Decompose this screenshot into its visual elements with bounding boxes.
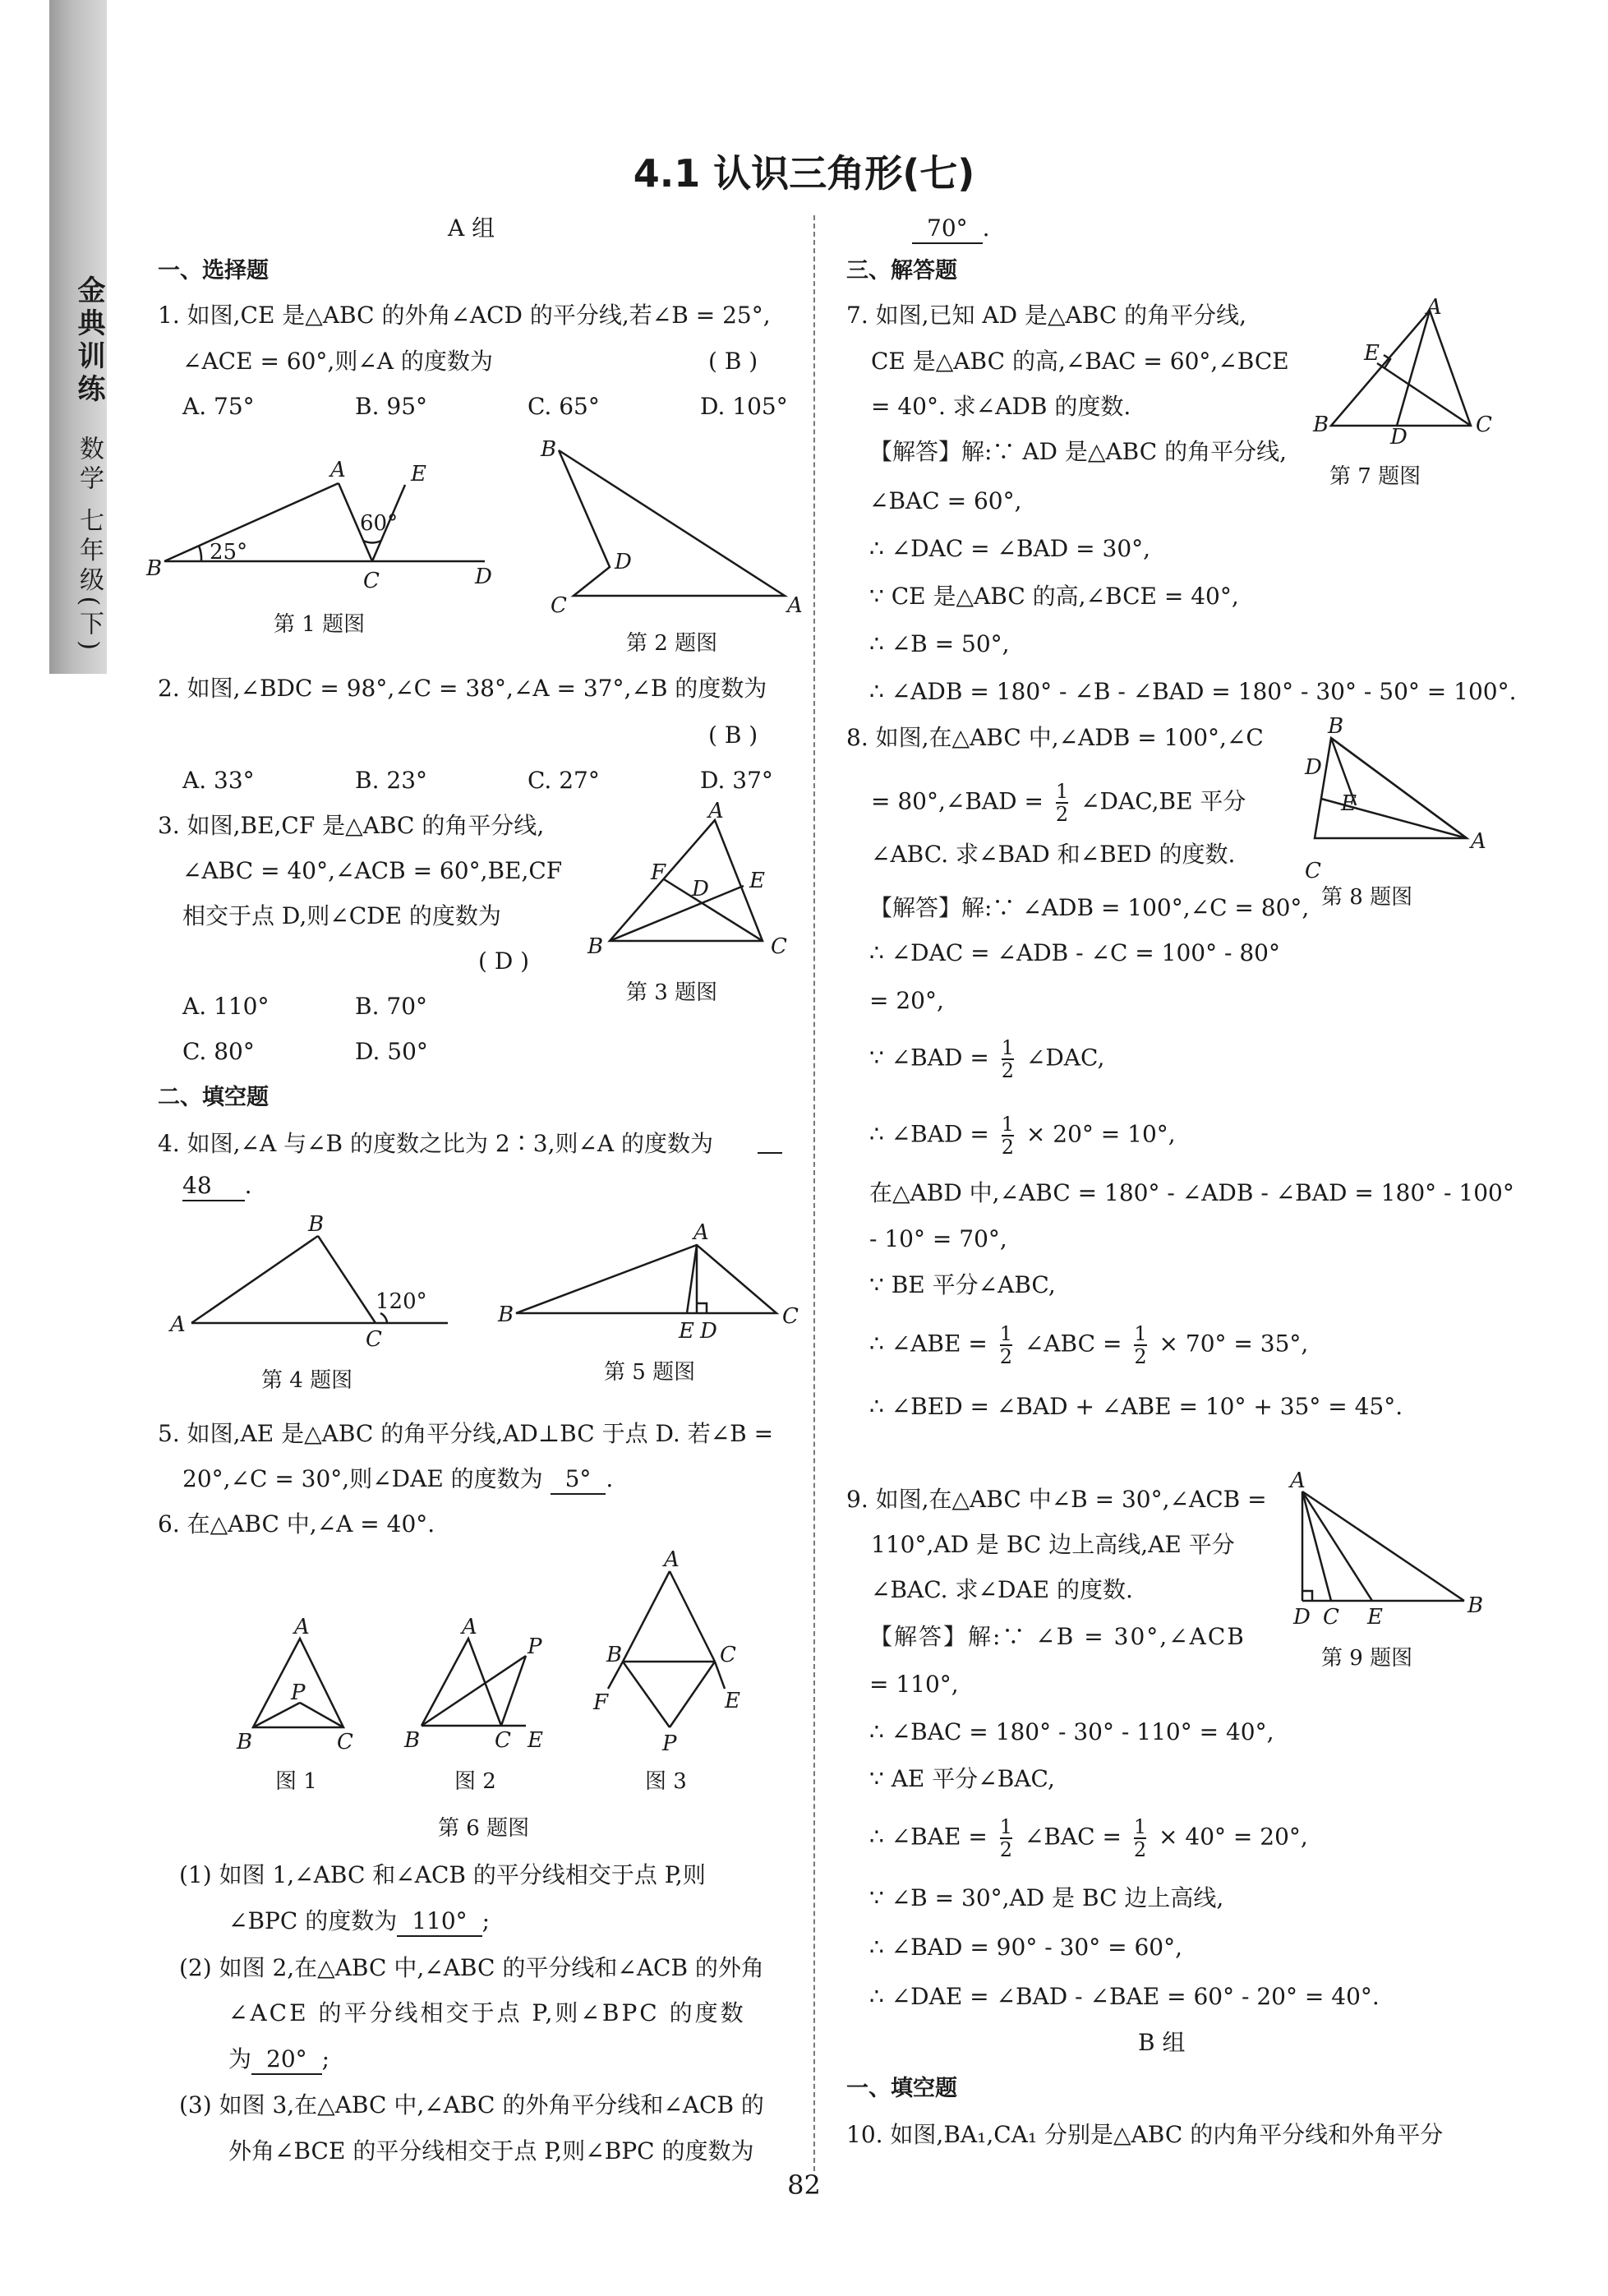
fig6-1-label-c: C <box>337 1730 353 1754</box>
fig1-label-a: A <box>330 458 346 482</box>
fig7-label-a: A <box>1426 295 1442 320</box>
q8-step4-a: ∵ ∠BAD = <box>869 1044 989 1072</box>
fig9-label-d: D <box>1293 1605 1311 1630</box>
q4-line1: 4. 如图,∠A 与∠B 的度数之比为 2∶3,则∠A 的度数为 <box>158 1130 714 1157</box>
figure-2 <box>534 427 813 633</box>
q8-step7: - 10° = 70°, <box>869 1225 1007 1252</box>
fig9-label-c: C <box>1323 1605 1339 1630</box>
section-choice: 一、选择题 <box>158 258 269 284</box>
fig7-label-d: D <box>1390 425 1408 450</box>
q8-step10: ∴ ∠BED = ∠BAD + ∠ABE = 10° + 35° = 45°. <box>869 1393 1403 1420</box>
figure-5 <box>493 1216 805 1356</box>
fig6-3-label-b: B <box>606 1643 623 1667</box>
q7-line2: CE 是△ABC 的高,∠BAC = 60°,∠BCE <box>871 348 1289 375</box>
fig4-angle-120: 120° <box>376 1289 427 1314</box>
fig3-bisector-cf <box>664 879 763 941</box>
q2-line1: 2. 如图,∠BDC = 98°,∠C = 38°,∠A = 37°,∠B 的度数为 <box>158 675 767 702</box>
figure-9 <box>1282 1468 1495 1630</box>
q6-1-semicolon: ; <box>481 1907 491 1934</box>
fig9-caption: 第 9 题图 <box>1321 1646 1413 1671</box>
fig7-label-c: C <box>1476 413 1492 437</box>
fig8-label-b: B <box>1328 714 1344 739</box>
q1-option-d: D. 105° <box>700 393 788 420</box>
q9-step7: ∴ ∠BAD = 90° - 30° = 60°, <box>869 1934 1182 1961</box>
q9-step2: = 110°, <box>869 1671 959 1698</box>
q5-line1: 5. 如图,AE 是△ABC 的角平分线,AD⊥BC 于点 D. 若∠B = <box>158 1420 774 1447</box>
q8-step5-a: ∴ ∠BAD = <box>869 1120 989 1148</box>
q4-answer: 48 <box>182 1172 245 1201</box>
q9-line2: 110°,AD 是 BC 边上高线,AE 平分 <box>871 1531 1235 1558</box>
fig1-angle-60: 60° <box>360 511 399 536</box>
fig3-label-c: C <box>771 934 787 959</box>
fig2-shape <box>559 450 785 596</box>
fig4-side-bc <box>318 1236 376 1323</box>
fig3-label-d: D <box>692 877 709 901</box>
fig1-label-e: E <box>411 462 426 486</box>
fig4-caption: 第 4 题图 <box>261 1368 353 1393</box>
fig8-label-d: D <box>1305 755 1322 780</box>
fig6-3-label-p: P <box>662 1731 677 1756</box>
q6-3-period: . <box>982 214 990 242</box>
q6-1-answer: 110° <box>397 1907 481 1937</box>
fig6-3-label-a: A <box>664 1547 680 1572</box>
fig3-label-a: A <box>708 799 724 823</box>
fig8-line-ba <box>1331 738 1467 838</box>
fig2-label-a: A <box>787 593 803 618</box>
fig6-1-label-p: P <box>291 1681 306 1705</box>
fig9-bisector-ae <box>1302 1491 1372 1601</box>
fig1-caption: 第 1 题图 <box>274 612 366 637</box>
q7-line3: = 40°. 求∠ADB 的度数. <box>871 393 1131 420</box>
fig3-triangle <box>610 820 763 941</box>
q1-option-b: B. 95° <box>355 393 428 420</box>
fig7-bisector-ad <box>1397 311 1430 426</box>
q6-3-answer: 70° <box>912 214 983 244</box>
q7-step1: 【解答】解:∵ AD 是△ABC 的角平分线, <box>869 438 1287 465</box>
fig6-3-bisector-b <box>623 1662 670 1727</box>
q7-line1: 7. 如图,已知 AD 是△ABC 的角平分线, <box>846 302 1247 329</box>
fig8-label-e: E <box>1341 791 1357 816</box>
fig1-angle-ace-arc <box>363 541 381 542</box>
fig6-2-label-b: B <box>404 1728 421 1753</box>
fig6-1-label-a: A <box>294 1615 310 1639</box>
q7-step4: ∵ CE 是△ABC 的高,∠BCE = 40°, <box>869 583 1239 610</box>
fig9-label-e: E <box>1367 1605 1383 1630</box>
section-fill: 二、填空题 <box>158 1085 269 1110</box>
figure-1 <box>140 444 501 600</box>
q6-2-line1: (2) 如图 2,在△ABC 中,∠ABC 的平分线和∠ACB 的外角 <box>179 1954 764 1981</box>
q3-answer: ( D ) <box>478 947 530 975</box>
fig6a-caption: 图 1 <box>275 1769 317 1794</box>
q1-option-c: C. 65° <box>528 393 600 420</box>
fig6-3-label-c: C <box>720 1643 736 1667</box>
fig3-caption: 第 3 题图 <box>626 980 718 1005</box>
q1-line2: ∠ACE = 60°,则∠A 的度数为 <box>182 348 493 375</box>
fig4-label-c: C <box>366 1327 382 1352</box>
q9-step8: ∴ ∠DAE = ∠BAD - ∠BAE = 60° - 20° = 40°. <box>869 1983 1380 2010</box>
q1-option-a: A. 75° <box>182 393 255 420</box>
fig1-angle-25: 25° <box>210 540 248 565</box>
page-number: 82 <box>787 2169 821 2201</box>
figure-7 <box>1306 296 1495 448</box>
fig6-caption: 第 6 题图 <box>438 1816 530 1841</box>
fig1-label-c: C <box>363 569 380 593</box>
fig4-label-b: B <box>308 1212 325 1237</box>
figure-6 <box>222 1547 764 1767</box>
q3-option-c: C. 80° <box>182 1038 255 1065</box>
figure-3 <box>575 799 805 970</box>
fig2-label-d: D <box>615 550 632 574</box>
group-b-label: B 组 <box>1138 2029 1186 2056</box>
section-b-fill: 一、填空题 <box>846 2076 957 2101</box>
q10-line1: 10. 如图,BA₁,CA₁ 分别是△ABC 的内角平分线和外角平分 <box>846 2121 1444 2148</box>
fig7-label-b: B <box>1313 413 1329 437</box>
q8-step9-a: ∴ ∠ABE = <box>869 1330 988 1358</box>
q6-2-line2: ∠ACE 的平分线相交于点 P,则∠BPC 的度数 <box>228 1999 746 2026</box>
fig3-label-f: F <box>651 860 666 885</box>
q8-fraction: $\frac{1}{2}$ <box>1055 780 1069 826</box>
q8-step8: ∵ BE 平分∠ABC, <box>869 1271 1056 1298</box>
spine-series: 金典训练 <box>72 275 105 407</box>
fig6-2-bisector-ext <box>501 1656 526 1726</box>
q3-option-a: A. 110° <box>182 993 270 1020</box>
q6-3-line1: (3) 如图 3,在△ABC 中,∠ABC 的外角平分线和∠ACB 的 <box>179 2091 764 2118</box>
fig7-caption: 第 7 题图 <box>1329 464 1421 489</box>
q5-answer: 5° <box>551 1465 606 1495</box>
fig3-bisector-be <box>610 886 744 941</box>
fig3-label-b: B <box>587 934 604 959</box>
q3-option-d: D. 50° <box>355 1038 428 1065</box>
fig6-2-label-c: C <box>495 1728 511 1753</box>
q2-option-d: D. 37° <box>700 767 773 794</box>
fig2-caption: 第 2 题图 <box>626 631 718 656</box>
fig1-label-d: D <box>475 565 492 589</box>
q9-step5-fraction2: $\frac{1}{2}$ <box>1133 1815 1147 1861</box>
q8-line2-b: ∠DAC,BE 平分 <box>1080 787 1246 815</box>
q8-line1: 8. 如图,在△ABC 中,∠ADB = 100°,∠C <box>846 724 1264 751</box>
q6-line1: 6. 在△ABC 中,∠A = 40°. <box>158 1510 435 1538</box>
q2-option-b: B. 23° <box>355 767 428 794</box>
q7-step2: ∠BAC = 60°, <box>869 487 1022 514</box>
q8-line2-a: = 80°,∠BAD = <box>871 787 1044 815</box>
fig6c-caption: 图 3 <box>645 1769 687 1794</box>
fig6-2-label-a: A <box>462 1615 477 1639</box>
q5-line2: 20°,∠C = 30°,则∠DAE 的度数为 <box>182 1465 543 1492</box>
group-a-label: A 组 <box>448 214 495 242</box>
fig6-2-label-e: E <box>528 1728 543 1753</box>
q2-option-c: C. 27° <box>528 767 600 794</box>
fig1-label-b: B <box>146 556 163 581</box>
fig5-label-e: E <box>679 1319 694 1344</box>
q1-answer: ( B ) <box>708 348 758 375</box>
fig6-3-side-ab <box>623 1571 670 1662</box>
fig6-2-bisector-b <box>422 1656 526 1726</box>
q3-line3: 相交于点 D,则∠CDE 的度数为 <box>182 902 501 929</box>
fig6-3-label-f: F <box>593 1690 609 1715</box>
q8-step4-fraction: $\frac{1}{2}$ <box>1001 1036 1014 1082</box>
fig5-right-angle <box>697 1303 707 1313</box>
fig6b-caption: 图 2 <box>454 1769 496 1794</box>
fig1-angle-b-arc <box>199 546 201 561</box>
q8-step9-b: ∠ABC = <box>1024 1330 1122 1358</box>
q3-line2: ∠ABC = 40°,∠ACB = 60°,BE,CF <box>182 857 563 884</box>
q6-3-line2: 外角∠BCE 的平分线相交于点 P,则∠BPC 的度数为 <box>228 2137 754 2165</box>
q4-period: . <box>244 1172 252 1199</box>
fig4-angle-arc <box>380 1313 387 1323</box>
fig2-label-c: C <box>551 593 567 618</box>
spine-subject: 数学 七年级(下) <box>75 436 104 655</box>
fig8-caption: 第 8 题图 <box>1321 885 1413 910</box>
q9-step5-fraction1: $\frac{1}{2}$ <box>999 1815 1012 1861</box>
section-solve: 三、解答题 <box>846 258 957 284</box>
fig9-label-b: B <box>1467 1593 1484 1618</box>
q9-line3: ∠BAC. 求∠DAE 的度数. <box>871 1576 1133 1603</box>
q9-line1: 9. 如图,在△ABC 中∠B = 30°,∠ACB = <box>846 1486 1267 1513</box>
fig4-side-ab <box>191 1236 318 1323</box>
fig6-1-label-b: B <box>237 1730 253 1754</box>
fig4-label-a: A <box>170 1312 186 1337</box>
column-divider <box>813 215 815 2171</box>
q8-step9-fraction1: $\frac{1}{2}$ <box>999 1322 1012 1368</box>
fig3-label-e: E <box>749 869 765 893</box>
q7-step5: ∴ ∠B = 50°, <box>869 630 1010 657</box>
q8-line3: ∠ABC. 求∠BAD 和∠BED 的度数. <box>871 841 1236 868</box>
q8-step4-b: ∠DAC, <box>1025 1044 1105 1072</box>
q5-period: . <box>606 1465 614 1492</box>
q8-step6: 在△ABD 中,∠ABC = 180° - ∠ADB - ∠BAD = 180° - 100° <box>869 1179 1514 1206</box>
q8-step1: 【解答】解:∵ ∠ADB = 100°,∠C = 80°, <box>869 894 1310 921</box>
fig6-3-side-ac <box>670 1571 715 1662</box>
q3-line1: 3. 如图,BE,CF 是△ABC 的角平分线, <box>158 812 545 839</box>
fig5-label-b: B <box>498 1302 514 1327</box>
q9-step1: 【解答】解:∵ ∠B = 30°,∠ACB <box>869 1623 1246 1650</box>
q2-answer: ( B ) <box>708 722 758 749</box>
figure-4 <box>160 1208 456 1352</box>
fig9-label-a: A <box>1290 1468 1306 1493</box>
q9-step6: ∵ ∠B = 30°,AD 是 BC 边上高线, <box>869 1884 1224 1911</box>
q1-line1: 1. 如图,CE 是△ABC 的外角∠ACD 的平分线,若∠B = 25°, <box>158 302 771 329</box>
q7-step6: ∴ ∠ADB = 180° - ∠B - ∠BAD = 180° - 30° - 50° = 100°. <box>869 678 1517 705</box>
q6-2-answer: 20° <box>251 2045 322 2075</box>
fig5-label-a: A <box>693 1220 709 1245</box>
fig2-label-b: B <box>541 437 557 462</box>
q8-step9-c: × 70° = 35°, <box>1159 1330 1309 1358</box>
q6-1-line1: (1) 如图 1,∠ABC 和∠ACB 的平分线相交于点 P,则 <box>179 1861 706 1888</box>
q2-option-a: A. 33° <box>182 767 255 794</box>
q6-2-line3: 为 <box>228 2045 252 2072</box>
fig5-label-d: D <box>700 1319 717 1344</box>
fig5-bisector-ae <box>687 1245 697 1313</box>
fig6-3-label-e: E <box>725 1689 740 1713</box>
q6-1-line2: ∠BPC 的度数为 <box>228 1907 398 1934</box>
fig9-right-angle <box>1302 1591 1312 1601</box>
fig8-label-c: C <box>1305 859 1321 883</box>
fig7-altitude-ce <box>1377 363 1471 426</box>
q4-blank-start <box>758 1152 782 1154</box>
fig5-caption: 第 5 题图 <box>604 1360 696 1385</box>
q8-step5-fraction: $\frac{1}{2}$ <box>1001 1113 1014 1159</box>
q9-step5-c: × 40° = 20°, <box>1159 1823 1308 1851</box>
fig5-triangle <box>516 1245 776 1313</box>
book-spine <box>0 0 105 2296</box>
fig1-side-ba <box>164 483 339 561</box>
fig6-3-bisector-c <box>670 1662 715 1727</box>
page-title: 4.1 认识三角形(七) <box>633 151 975 196</box>
fig5-label-c: C <box>782 1304 799 1329</box>
fig6-2-triangle-sides <box>422 1639 501 1726</box>
fig8-label-a: A <box>1471 829 1486 854</box>
q9-step3: ∴ ∠BAC = 180° - 30° - 110° = 40°, <box>869 1718 1274 1745</box>
q8-step9-fraction2: $\frac{1}{2}$ <box>1134 1322 1147 1368</box>
fig7-label-e: E <box>1364 341 1380 366</box>
figure-8 <box>1298 714 1495 883</box>
q6-2-semicolon: ; <box>321 2045 330 2072</box>
q9-step5-b: ∠BAC = <box>1024 1823 1122 1851</box>
q8-step2: ∴ ∠DAC = ∠ADB - ∠C = 100° - 80° <box>869 939 1280 966</box>
q8-step3: = 20°, <box>869 987 944 1014</box>
q3-option-b: B. 70° <box>355 993 428 1020</box>
fig6-2-label-p: P <box>528 1634 542 1659</box>
q9-step4: ∵ AE 平分∠BAC, <box>869 1765 1055 1792</box>
q7-step3: ∴ ∠DAC = ∠BAD = 30°, <box>869 535 1151 562</box>
q8-step5-b: × 20° = 10°, <box>1025 1120 1176 1148</box>
q9-step5-a: ∴ ∠BAE = <box>869 1823 988 1851</box>
